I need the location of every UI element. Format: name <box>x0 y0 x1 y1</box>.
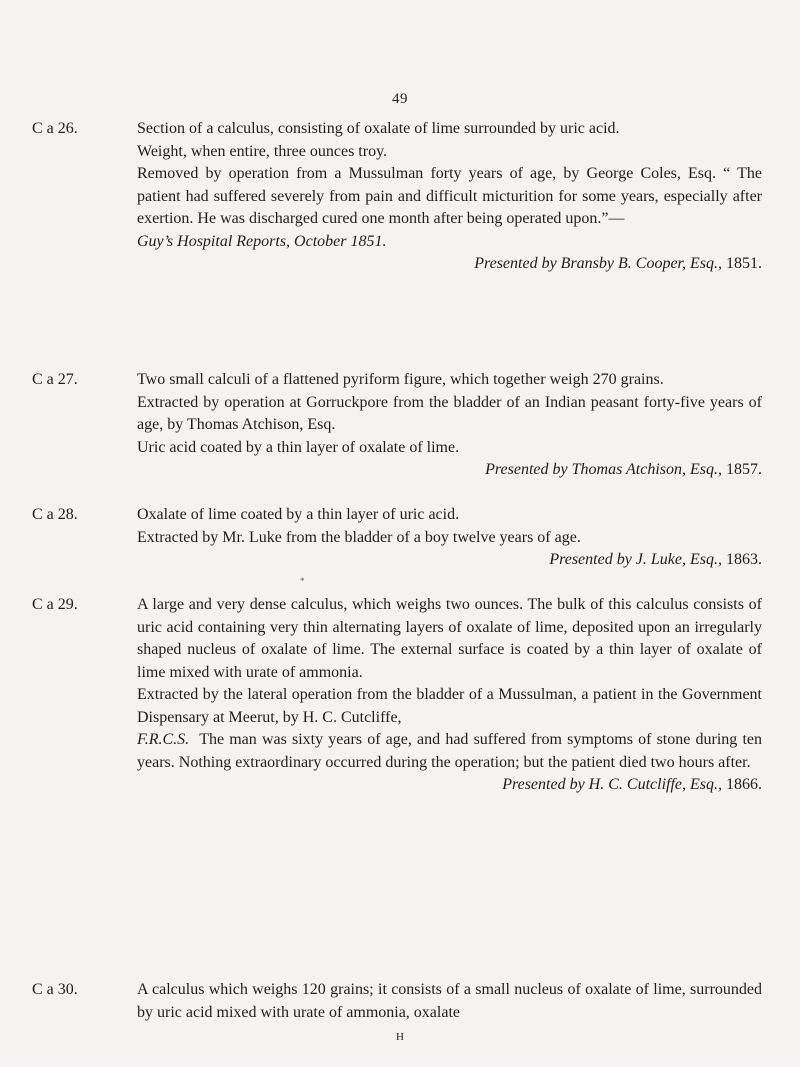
presented-year: 1857. <box>726 461 762 478</box>
catalogue-number: C a 29. <box>32 596 78 613</box>
entry-description: The man was sixty years of age, and had suffered from symptoms of stone during ten years. Nothing extraordinary occurred during the operation; but the patient died two hours after. <box>137 731 762 771</box>
catalogue-number: C a 28. <box>32 506 78 523</box>
page-number: 49 <box>392 91 408 107</box>
catalogue-entry <box>32 979 762 1024</box>
catalogue-number: C a 26. <box>32 120 78 137</box>
entry-reference: Guy’s Hospital Reports, October 1851. <box>137 232 387 250</box>
entry-presented <box>137 549 762 572</box>
presented-by: Presented by Thomas Atchison, Esq., <box>485 461 722 478</box>
entry-description: Section of a calculus, consisting of oxalate of lime surrounded by uric acid. <box>137 120 620 137</box>
entry-credential: F.R.C.S. <box>137 731 190 748</box>
catalogue-number: C a 30. <box>32 981 78 998</box>
entry-description: Extracted by the lateral operation from the bladder of a Mussulman, a patient in the Government Dispensary at Meerut, by H. C. Cutcliffe, <box>137 686 762 726</box>
stray-mark: * <box>300 576 305 586</box>
entry-description: Extracted by Mr. Luke from the bladder of a boy twelve years of age. <box>137 528 581 546</box>
entry-description: Two small calculi of a flattened pyriform figure, which together weigh 270 grains. <box>137 371 664 388</box>
entry-presented <box>137 253 762 276</box>
presented-by: Presented by H. C. Cutcliffe, Esq., <box>502 776 722 793</box>
catalogue-entry <box>32 369 762 482</box>
catalogue-number: C a 27. <box>32 371 78 388</box>
presented-year: 1866. <box>726 776 762 793</box>
entry-description: Uric acid coated by a thin layer of oxalate of lime. <box>137 438 460 456</box>
catalogue-entry <box>32 594 762 797</box>
presented-year: 1851. <box>726 255 762 272</box>
entry-description: Weight, when entire, three ounces troy. <box>137 142 388 160</box>
entry-presented <box>137 774 762 797</box>
presented-year: 1863. <box>726 551 762 568</box>
signature-mark: H <box>396 1031 404 1043</box>
entry-presented <box>137 459 762 482</box>
presented-by: Presented by J. Luke, Esq., <box>549 551 722 568</box>
entry-description: Oxalate of lime coated by a thin layer of uric acid. <box>137 506 460 523</box>
entry-description: A large and very dense calculus, which weighs two ounces. The bulk of this calculus consists of uric acid containing very thin alternating layers of oxalate of lime, deposited upon an irregularly shaped nucleus of oxalate of lime. The external surface is coated by a thin layer of oxalate of lime mixed with urate of ammonia. <box>137 596 762 681</box>
presented-by: Presented by Bransby B. Cooper, Esq., <box>474 255 722 272</box>
entry-description: Extracted by operation at Gorruckpore from the bladder of an Indian peasant forty-five years of age, by Thomas Atchison, Esq. <box>137 393 762 433</box>
entry-description: Removed by operation from a Mussulman forty years of age, by George Coles, Esq. “ The patient had suffered severely from pain and difficult micturition for some years, especially after exertion. He was discharged cured one month after being operated upon.”— <box>137 165 762 227</box>
entry-description: A calculus which weighs 120 grains; it consists of a small nucleus of oxalate of lime, surrounded by uric acid mixed with urate of ammonia, oxalate <box>137 981 762 1021</box>
catalogue-entry <box>32 504 762 572</box>
catalogue-entry <box>32 118 762 276</box>
